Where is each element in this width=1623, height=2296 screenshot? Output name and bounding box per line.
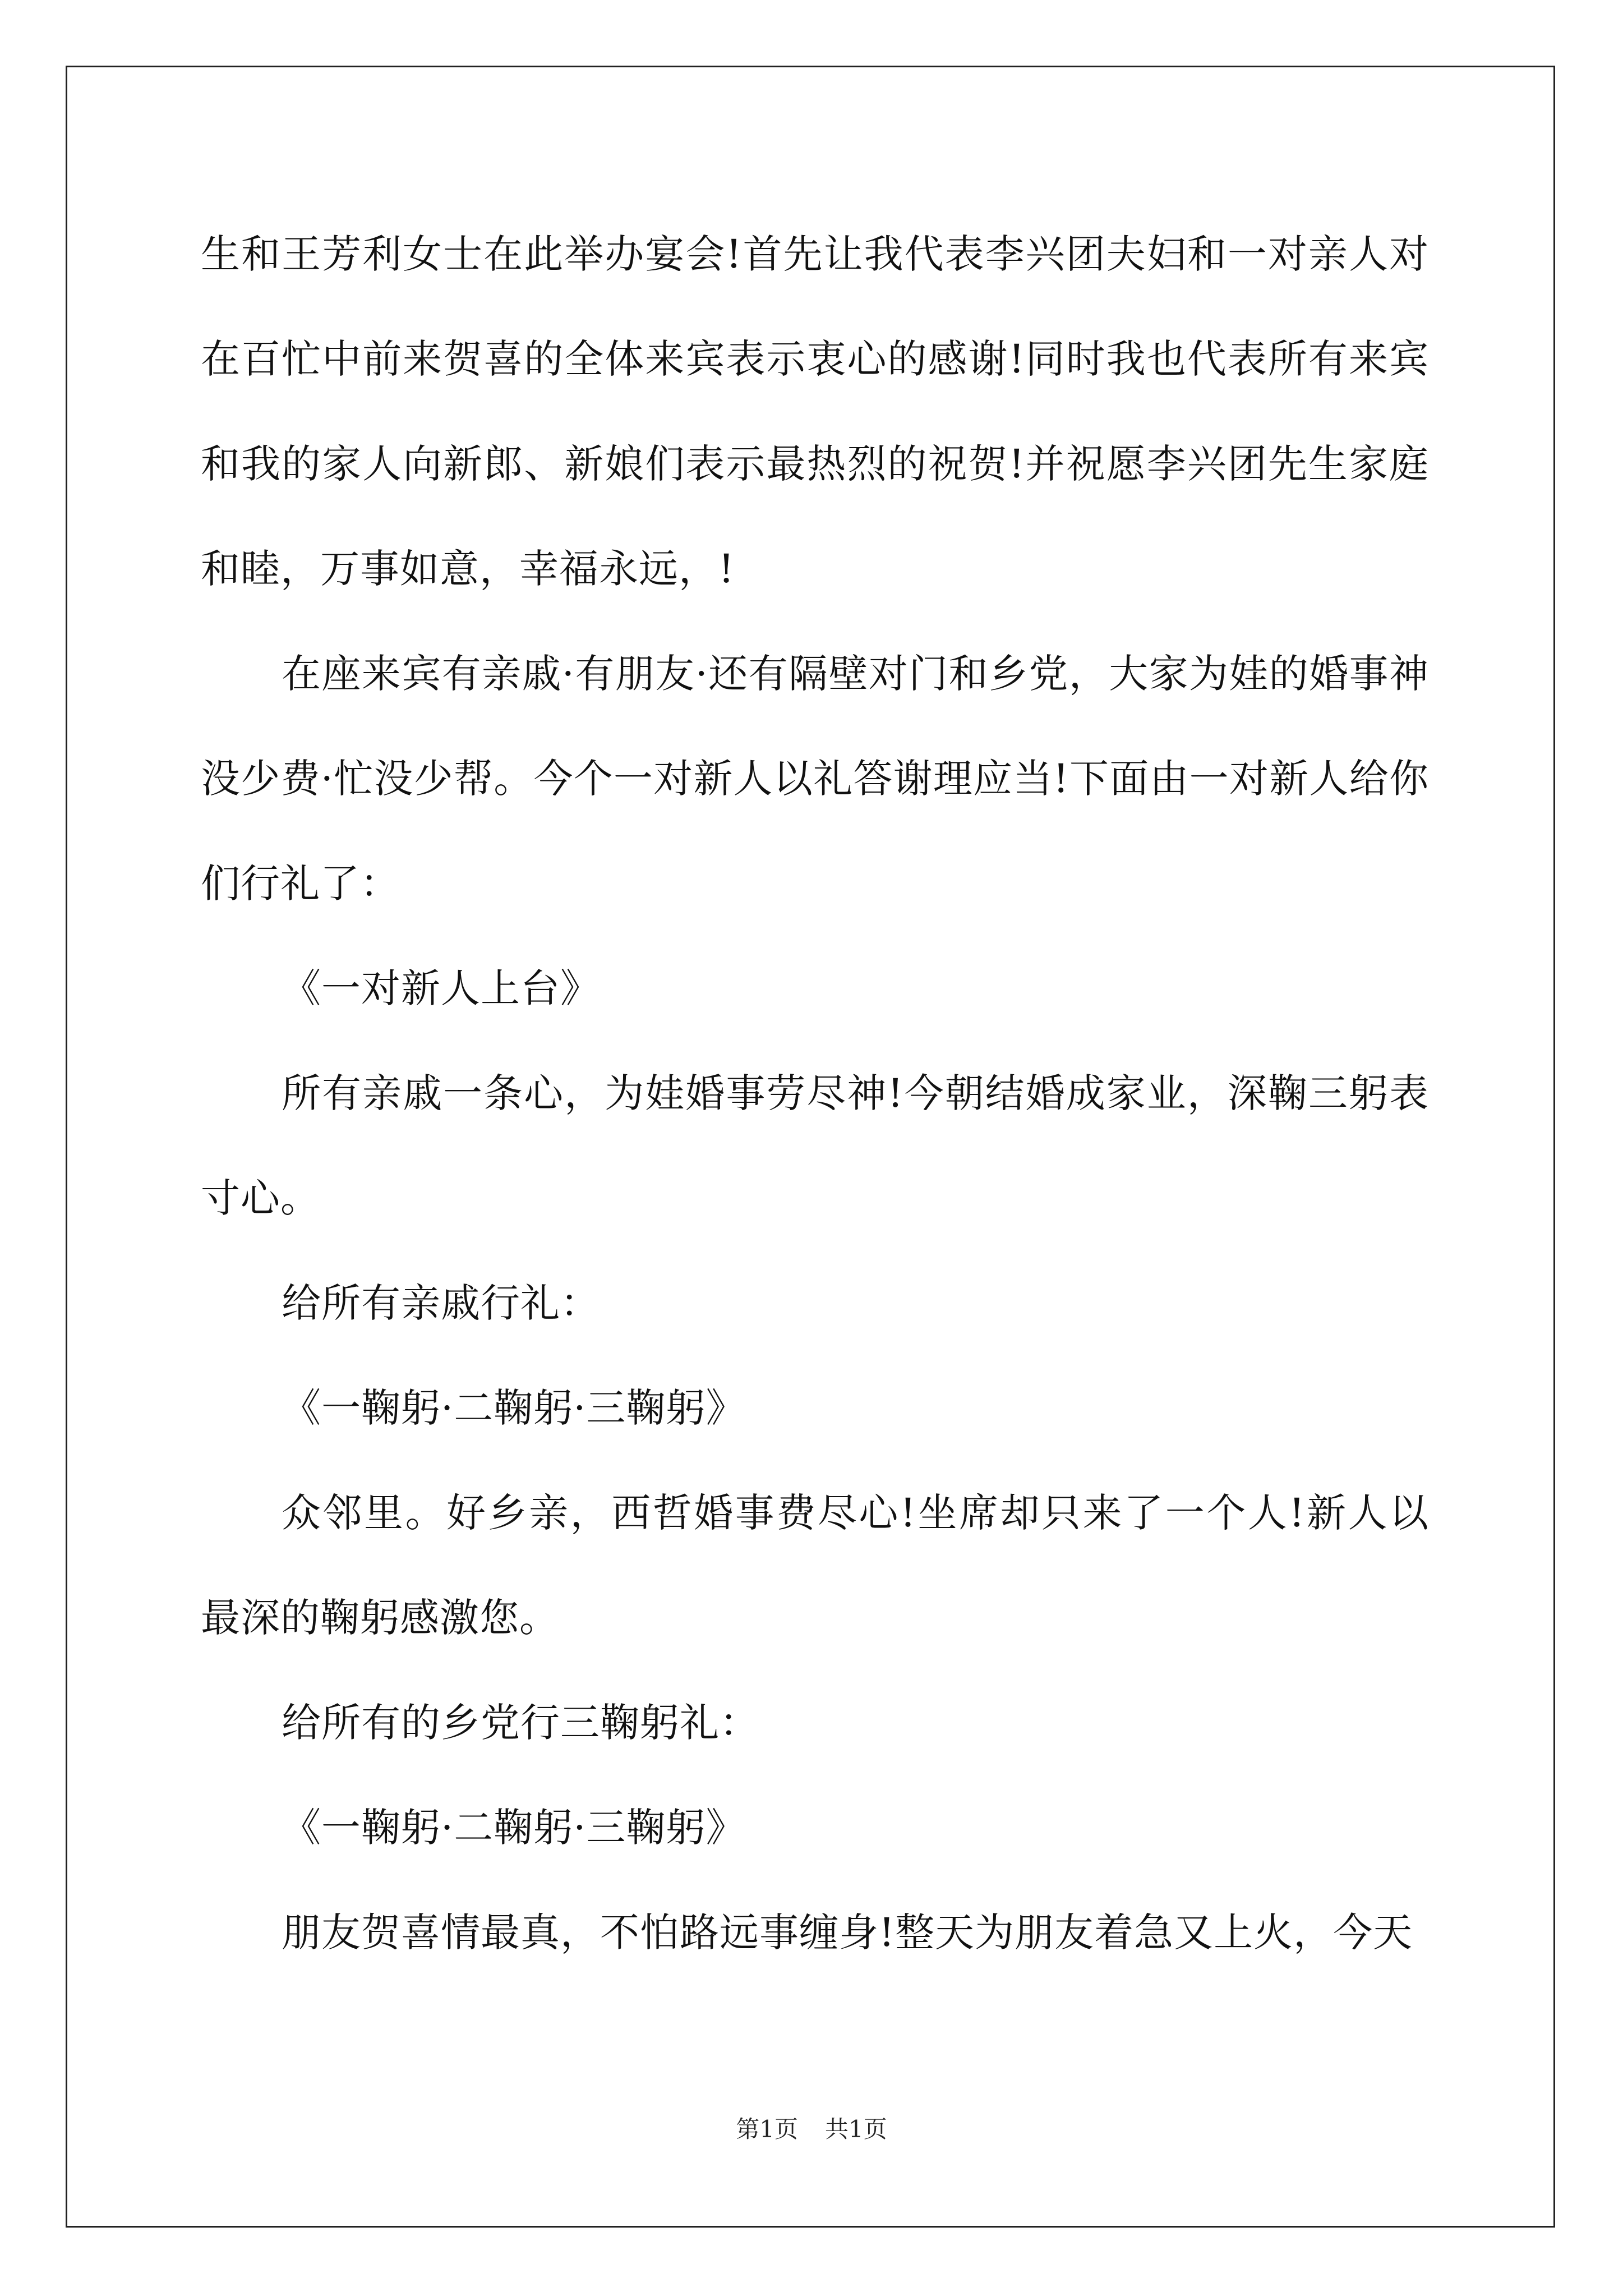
- page-number-total: 共1页: [825, 2115, 887, 2143]
- paragraph-7: 众邻里。好乡亲，西哲婚事费尽心!坐席却只来了一个人!新人以最深的鞠躬感激您。: [201, 1490, 1429, 1641]
- document-body: [201, 202, 1429, 1985]
- paragraph-10: 朋友贺喜情最真，不怕路远事缠身!整天为朋友着急又上火，今天: [282, 1910, 1413, 1955]
- paragraph-4: 所有亲戚一条心，为娃婚事劳尽神!今朝结婚成家业，深鞠三躬表寸心。: [201, 1070, 1429, 1221]
- paragraph-2: 在座来宾有亲戚·有朋友·还有隔壁对门和乡党，大家为娃的婚事神没少费·忙没少帮。今个一对新人以礼答谢理应当!下面由一对新人给你们行礼了：: [201, 651, 1429, 907]
- page-number-current: 第1页: [736, 2115, 798, 2143]
- paragraph-9: 《一鞠躬·二鞠躬·三鞠躬》: [282, 1805, 746, 1851]
- paragraph-8: 给所有的乡党行三鞠躬礼：: [282, 1700, 759, 1746]
- paragraph-6: 《一鞠躬·二鞠躬·三鞠躬》: [282, 1385, 746, 1431]
- paragraph-5: 给所有亲戚行礼：: [282, 1280, 600, 1326]
- paragraph-1: 生和王芳利女士在此举办宴会!首先让我代表李兴团夫妇和一对亲人对在百忙中前来贺喜的全体来宾表示衷心的感谢!同时我也代表所有来宾和我的家人向新郎、新娘们表示最热烈的祝贺!并祝愿李兴团先生家庭和睦，万事如意，幸福永远，!: [201, 231, 1429, 592]
- page-footer: [0, 2114, 1623, 2145]
- paragraph-3: 《一对新人上台》: [282, 965, 600, 1011]
